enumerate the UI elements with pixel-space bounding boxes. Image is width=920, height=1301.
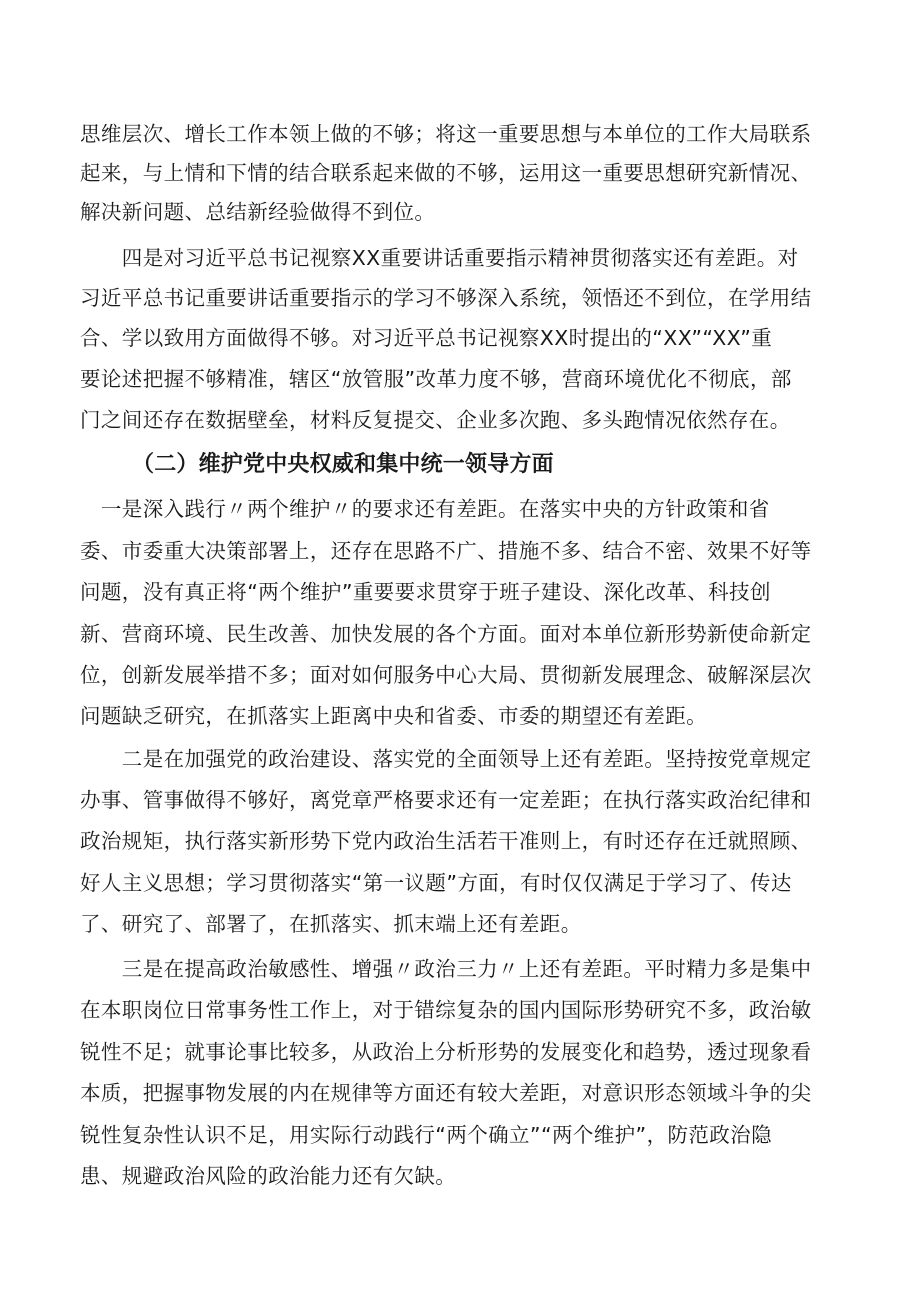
body-text-line: 起来，与上情和下情的结合联系起来做的不够，运用这一重要思想研究新情况、 (80, 161, 812, 185)
body-text-line: 合、学以致用方面做得不够。对习近平总书记视察XX时提出的“XX”“XX”重 (80, 326, 773, 350)
body-text-line: 四是对习近平总书记视察XX重要讲话重要指示精神贯彻落实还有差距。对 (80, 246, 799, 270)
body-text-line: 本质，把握事物发展的内在规律等方面还有较大差距，对意识形态领域斗争的尖 (80, 1081, 812, 1105)
body-text-line: 门之间还存在数据壁垒，材料反复提交、企业多次跑、多头跑情况依然存在。 (80, 408, 791, 432)
body-text-line: 要论述把握不够精准，辖区“放管服”改革力度不够，营商环境优化不彻底，部 (80, 367, 792, 391)
body-text-line: 了、研究了、部署了，在抓落实、抓末端上还有差距。 (80, 912, 582, 936)
body-text-line: 在本职岗位日常事务性工作上，对于错综复杂的国内国际形势研究不多，政治敏 (80, 998, 812, 1022)
body-text-line: 问题缺乏研究，在抓落实上距离中央和省委、市委的期望还有差距。 (80, 704, 707, 728)
section-heading: （二）维护党中央权威和集中统一领导方面 (132, 452, 554, 477)
body-text-line: 解决新问题、总结新经验做得不到位。 (80, 200, 436, 224)
body-text-line: 政治规矩，执行落实新形势下党内政治生活若干准则上，有时还存在迁就照顾、 (80, 829, 812, 853)
body-text-line: 问题，没有真正将“两个维护”重要要求贯穿于班子建设、深化改革、科技创 (80, 580, 771, 604)
body-text-line: 位，创新发展举措不多；面对如何服务中心大局、贯彻新发展理念、破解深层次 (80, 663, 812, 687)
body-text-line: 锐性复杂性认识不足，用实际行动践行“两个确立”“两个维护”，防范政治隐 (80, 1123, 772, 1147)
body-text-line: 办事、管事做得不够好，离党章严格要求还有一定差距；在执行落实政治纪律和 (80, 788, 812, 812)
body-text-line: 委、市委重大决策部署上，还存在思路不广、措施不多、结合不密、效果不好等 (80, 539, 812, 563)
body-text-line: 好人主义思想；学习贯彻落实“第一议题”方面，有时仅仅满足于学习了、传达 (80, 871, 792, 895)
body-text-line: 习近平总书记重要讲话重要指示的学习不够深入系统，领悟还不到位，在学用结 (80, 286, 812, 310)
body-text-line: 锐性不足；就事论事比较多，从政治上分析形势的发展变化和趋势，透过现象看 (80, 1040, 812, 1064)
body-text-line: 三是在提高政治敏感性、增强〃政治三力〃上还有差距。平时精力多是集中 (80, 957, 812, 981)
body-text-line: 新、营商环境、民生改善、加快发展的各个方面。面对本单位新形势新使命新定 (80, 622, 812, 646)
body-text-line: 二是在加强党的政治建设、落实党的全面领导上还有差距。坚持按党章规定 (80, 747, 812, 771)
body-text-line: 患、规避政治风险的政治能力还有欠缺。 (80, 1164, 457, 1188)
body-text-line: 思维层次、增长工作本领上做的不够；将这一重要思想与本单位的工作大局联系 (80, 122, 812, 146)
body-text-line: 一是深入践行〃两个维护〃的要求还有差距。在落实中央的方针政策和省 (80, 497, 770, 521)
